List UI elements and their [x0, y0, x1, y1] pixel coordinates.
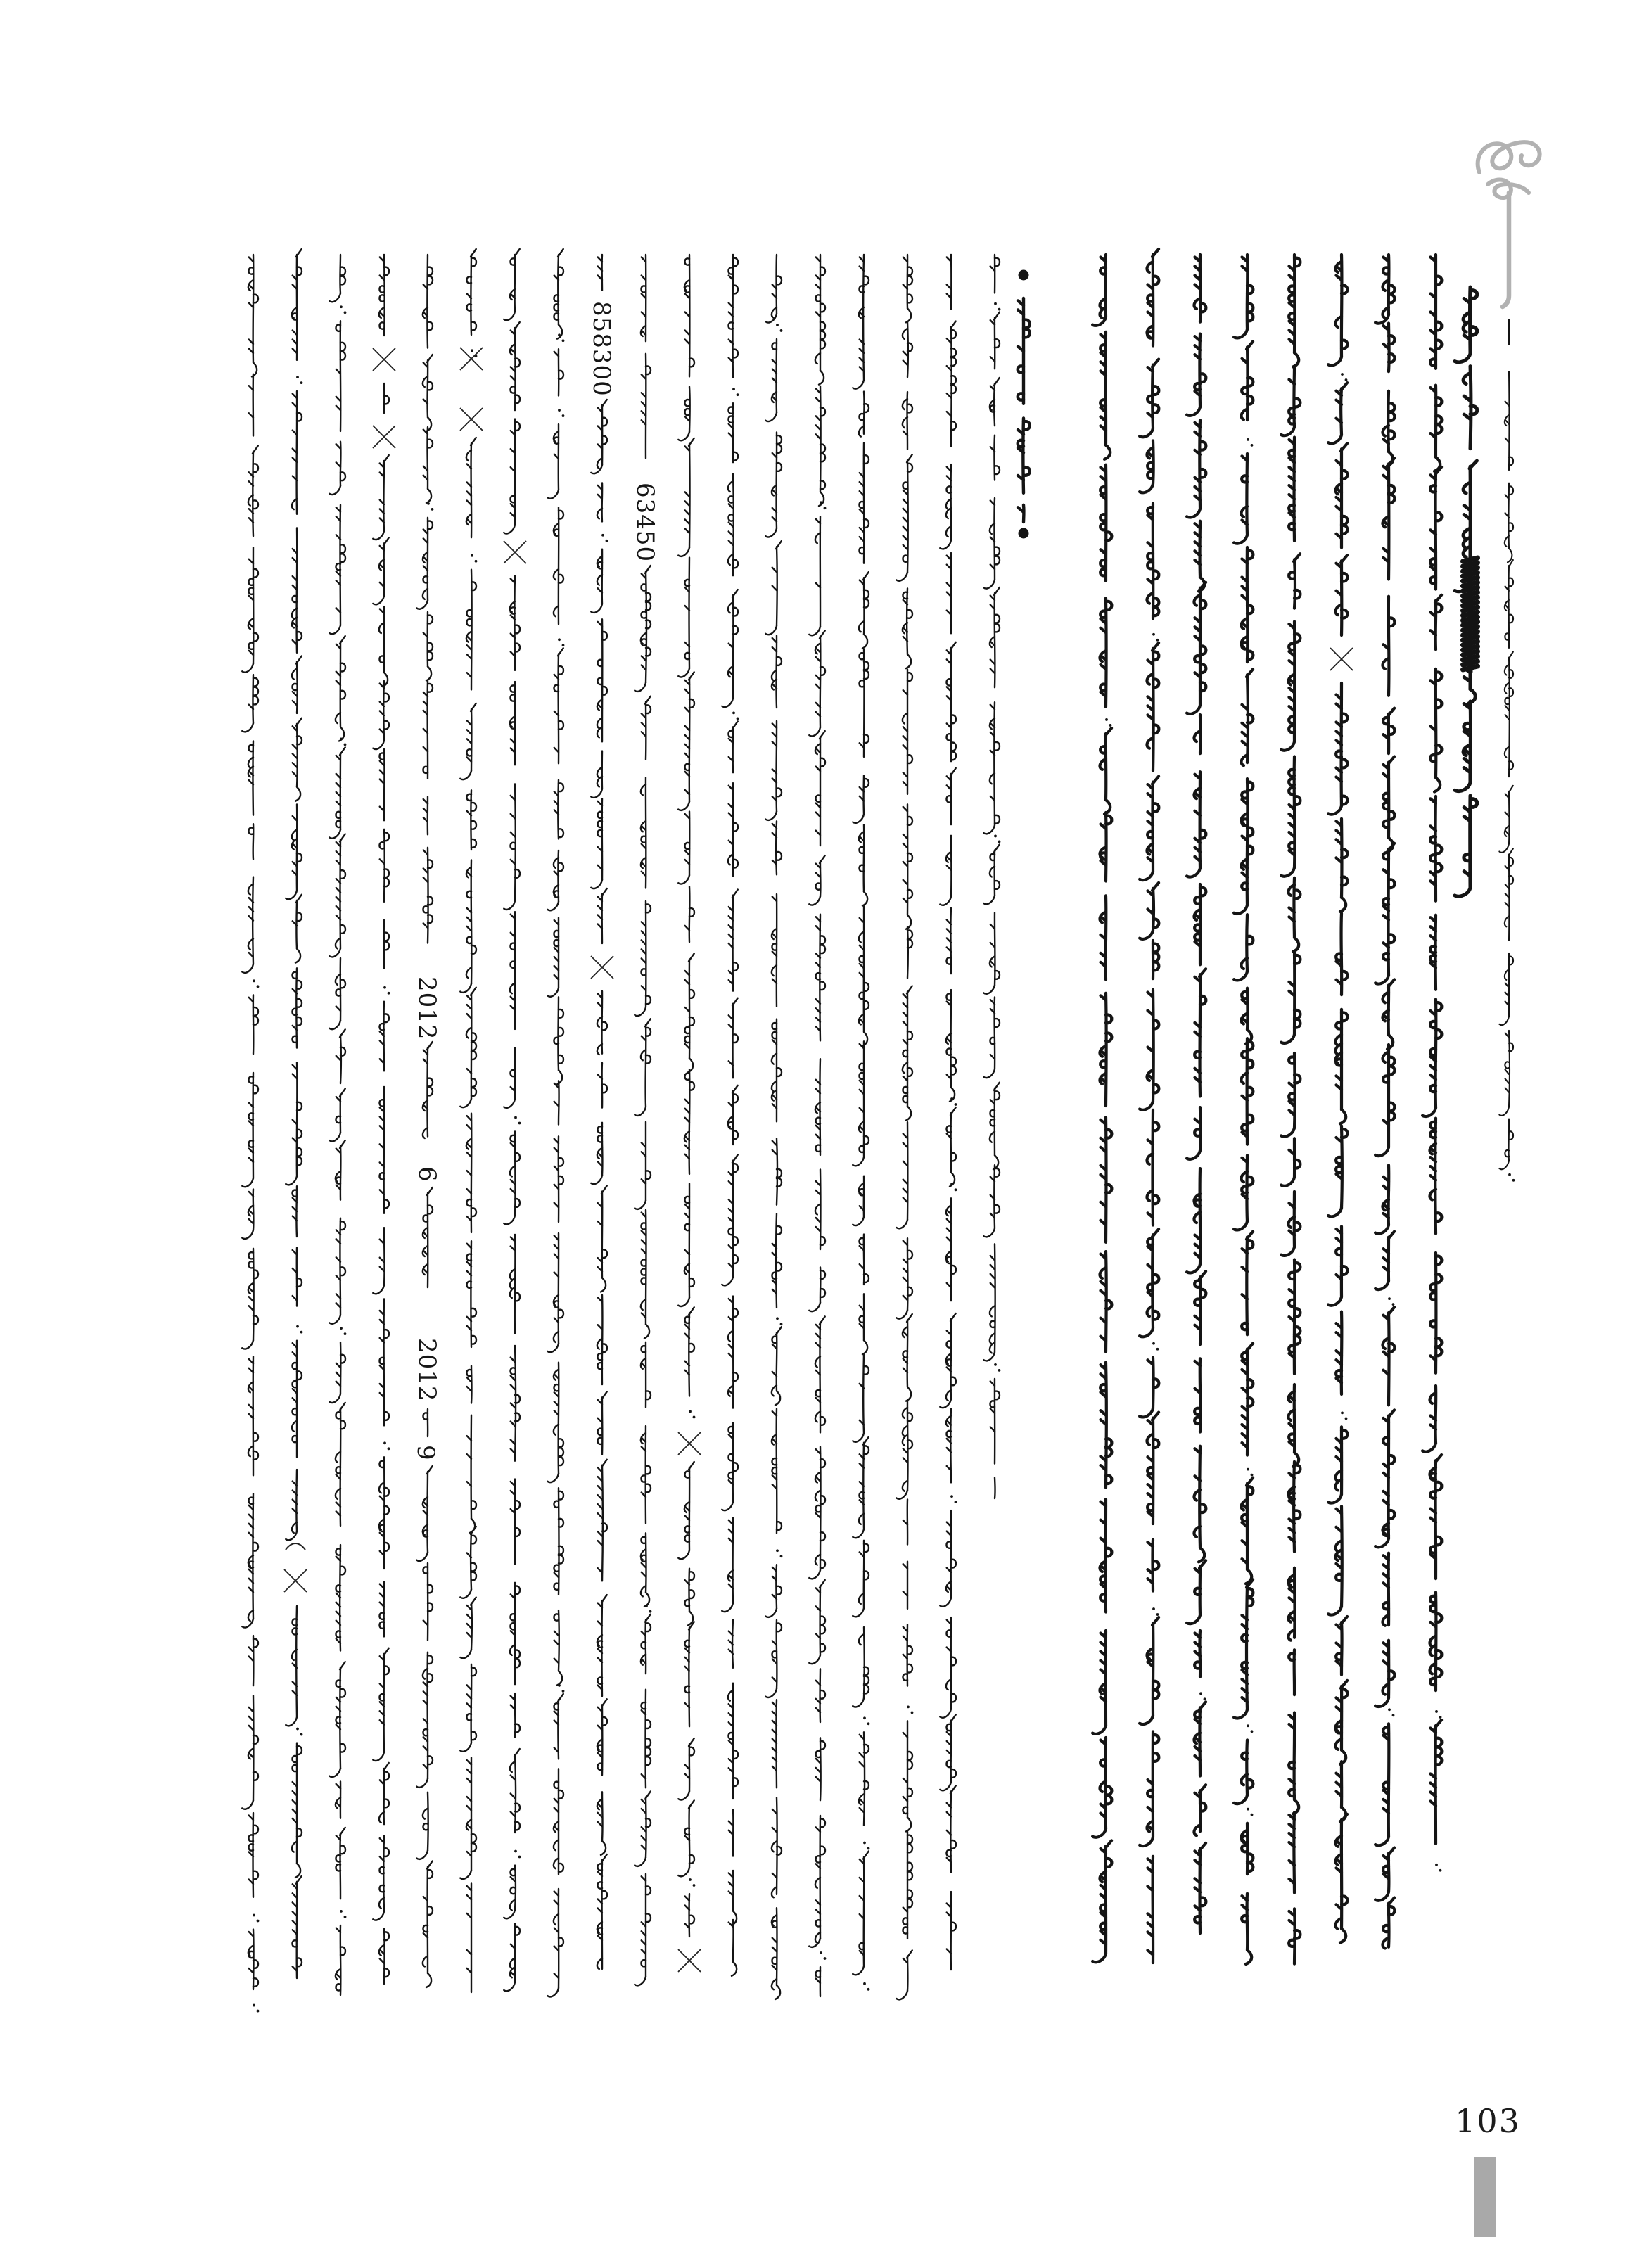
heading-bullet	[1019, 528, 1029, 539]
ornament-flourish-icon	[1478, 142, 1540, 307]
multiplication-sign	[460, 408, 483, 431]
text-column	[416, 255, 433, 1987]
text-column	[722, 255, 739, 1976]
text-column	[591, 255, 608, 1969]
text-column	[1234, 255, 1253, 1964]
multiplication-sign	[504, 541, 526, 563]
numeral: 6	[413, 1166, 441, 1183]
numeral: 63450	[631, 483, 659, 563]
multiplication-sign	[373, 348, 395, 371]
text-column	[1281, 255, 1300, 1964]
text-column	[1455, 287, 1478, 896]
numeral: 2012	[413, 1338, 441, 1402]
multiplication-sign	[678, 1949, 701, 1972]
text-column	[504, 249, 521, 1991]
multiplication-sign	[1330, 648, 1353, 670]
text-column	[983, 255, 1000, 1498]
multiplication-sign	[373, 426, 395, 448]
text-column	[1499, 371, 1515, 1182]
page-number: 103	[1455, 2102, 1521, 2140]
text-column	[1187, 255, 1206, 1933]
text-column	[1328, 255, 1347, 1943]
text-column	[547, 249, 564, 1996]
text-column	[1375, 255, 1394, 1948]
text-column	[1018, 298, 1030, 522]
heading-bullet	[1019, 270, 1029, 281]
text-column	[1422, 255, 1441, 1872]
text-column	[460, 249, 477, 1992]
multiplication-sign	[678, 1432, 701, 1455]
text-column	[765, 255, 782, 1999]
text-column	[940, 255, 957, 1970]
text-column	[1092, 255, 1111, 1962]
page-footer-bar	[1474, 2157, 1496, 2237]
open-paren	[286, 1543, 305, 1550]
numeral: 2012	[413, 976, 441, 1040]
text-column	[896, 255, 913, 1999]
numeral: 9	[412, 1445, 440, 1461]
text-column	[853, 255, 869, 1991]
text-column	[329, 255, 346, 1995]
multiplication-sign	[284, 1569, 307, 1592]
text-column	[678, 255, 695, 1937]
text-column	[286, 249, 302, 1978]
numeral: 858300	[587, 301, 616, 397]
text-column	[373, 255, 390, 1984]
multiplication-sign	[591, 956, 613, 979]
text-column	[1140, 249, 1159, 1963]
text-column	[242, 255, 259, 2012]
text-column	[809, 255, 826, 1996]
